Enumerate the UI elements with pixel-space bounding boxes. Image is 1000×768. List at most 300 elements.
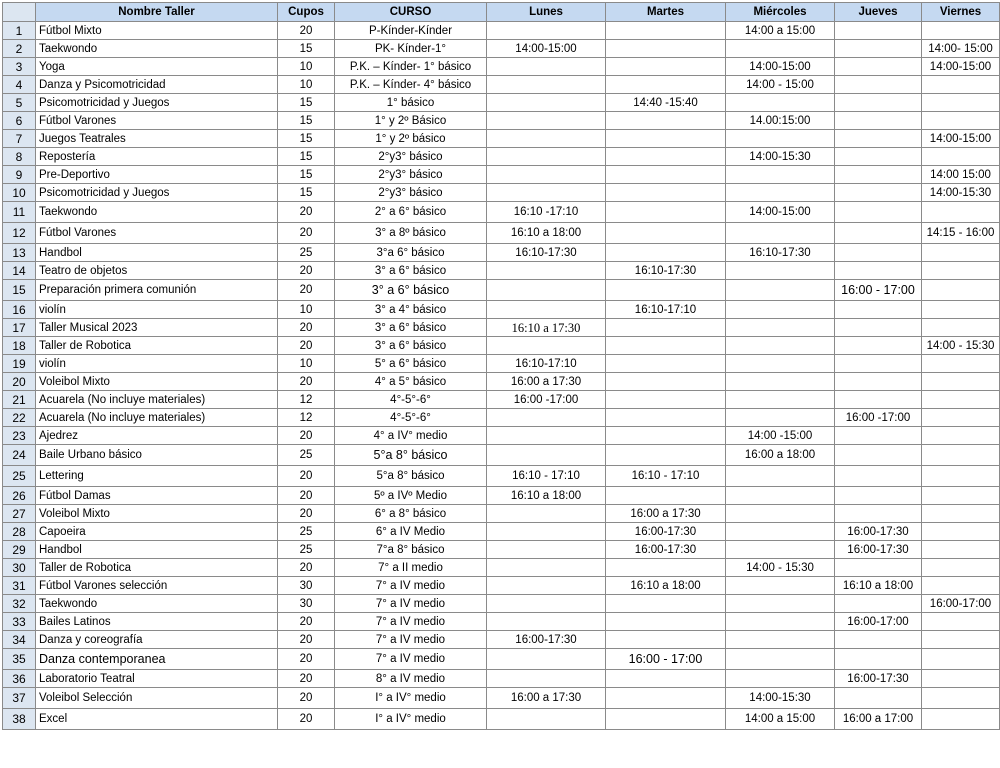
table-row: [3, 649, 1000, 670]
workshop-name: Voleibol Selección: [36, 688, 278, 709]
header-martes: Martes: [606, 3, 726, 22]
curso-cell: 3° a 4° básico: [335, 301, 487, 319]
miercoles-cell: [726, 577, 835, 595]
miercoles-cell: [726, 301, 835, 319]
cupos-cell: 20: [278, 631, 335, 649]
martes-cell: [606, 409, 726, 427]
lunes-cell: 16:10 - 17:10: [487, 466, 606, 487]
viernes-cell: 14:00 15:00: [922, 166, 1000, 184]
martes-cell: [606, 319, 726, 337]
lunes-cell: [487, 541, 606, 559]
miercoles-cell: 14:00-15:30: [726, 148, 835, 166]
table-row: [3, 466, 1000, 487]
viernes-cell: [922, 94, 1000, 112]
miercoles-cell: [726, 184, 835, 202]
row-number: 10: [3, 184, 36, 202]
row-number: 28: [3, 523, 36, 541]
jueves-cell: [835, 559, 922, 577]
cupos-cell: 20: [278, 559, 335, 577]
row-number: 31: [3, 577, 36, 595]
curso-cell: 1° básico: [335, 94, 487, 112]
row-number: 21: [3, 391, 36, 409]
curso-cell: 8° a IV medio: [335, 670, 487, 688]
miercoles-cell: [726, 262, 835, 280]
row-number: 17: [3, 319, 36, 337]
jueves-cell: 16:00 a 17:00: [835, 709, 922, 730]
row-number: 33: [3, 613, 36, 631]
workshop-name: Lettering: [36, 466, 278, 487]
workshop-name: violín: [36, 301, 278, 319]
row-number: 19: [3, 355, 36, 373]
lunes-cell: [487, 184, 606, 202]
viernes-cell: [922, 262, 1000, 280]
cupos-cell: 10: [278, 301, 335, 319]
cupos-cell: 15: [278, 112, 335, 130]
miercoles-cell: 16:10-17:30: [726, 244, 835, 262]
miercoles-cell: 14:00-15:00: [726, 202, 835, 223]
martes-cell: 16:00 - 17:00: [606, 649, 726, 670]
jueves-cell: [835, 319, 922, 337]
workshop-name: Taller de Robotica: [36, 559, 278, 577]
table-row: [3, 244, 1000, 262]
jueves-cell: [835, 22, 922, 40]
jueves-cell: [835, 301, 922, 319]
lunes-cell: [487, 337, 606, 355]
viernes-cell: 14:00-15:30: [922, 184, 1000, 202]
cupos-cell: 30: [278, 577, 335, 595]
workshop-name: Baile Urbano básico: [36, 445, 278, 466]
table-row: [3, 337, 1000, 355]
row-number: 35: [3, 649, 36, 670]
curso-cell: 3° a 6° básico: [335, 337, 487, 355]
miercoles-cell: [726, 505, 835, 523]
workshop-name: Taekwondo: [36, 595, 278, 613]
row-number: 37: [3, 688, 36, 709]
martes-cell: [606, 223, 726, 244]
table-row: [3, 58, 1000, 76]
viernes-cell: 14:00- 15:00: [922, 40, 1000, 58]
table-row: [3, 541, 1000, 559]
miercoles-cell: [726, 523, 835, 541]
curso-cell: 1° y 2º Básico: [335, 112, 487, 130]
lunes-cell: [487, 166, 606, 184]
workshop-name: Repostería: [36, 148, 278, 166]
martes-cell: 16:10 - 17:10: [606, 466, 726, 487]
jueves-cell: [835, 505, 922, 523]
miercoles-cell: 16:00 a 18:00: [726, 445, 835, 466]
martes-cell: [606, 487, 726, 505]
lunes-cell: 16:10-17:10: [487, 355, 606, 373]
workshop-name: Danza y coreografía: [36, 631, 278, 649]
table-row: [3, 409, 1000, 427]
viernes-cell: [922, 391, 1000, 409]
table-row: [3, 40, 1000, 58]
workshop-name: Capoeira: [36, 523, 278, 541]
workshop-name: Psicomotricidad y Juegos: [36, 184, 278, 202]
jueves-cell: 16:00-17:30: [835, 523, 922, 541]
martes-cell: [606, 22, 726, 40]
workshop-name: Danza contemporanea: [36, 649, 278, 670]
table-row: [3, 487, 1000, 505]
miercoles-cell: 14:00 - 15:30: [726, 559, 835, 577]
viernes-cell: [922, 22, 1000, 40]
table-row: [3, 76, 1000, 94]
jueves-cell: 16:10 a 18:00: [835, 577, 922, 595]
jueves-cell: 16:00-17:30: [835, 670, 922, 688]
row-number: 9: [3, 166, 36, 184]
workshop-name: Ajedrez: [36, 427, 278, 445]
header-nombre-taller: Nombre Taller: [36, 3, 278, 22]
curso-cell: 7° a IV medio: [335, 613, 487, 631]
row-number: 32: [3, 595, 36, 613]
jueves-cell: [835, 166, 922, 184]
lunes-cell: [487, 94, 606, 112]
cupos-cell: 15: [278, 130, 335, 148]
header-curso: CURSO: [335, 3, 487, 22]
table-row: [3, 523, 1000, 541]
curso-cell: 3° a 6° básico: [335, 280, 487, 301]
viernes-cell: 14:00-15:00: [922, 58, 1000, 76]
table-row: [3, 262, 1000, 280]
workshop-name: Fútbol Varones: [36, 112, 278, 130]
miercoles-cell: [726, 280, 835, 301]
lunes-cell: [487, 409, 606, 427]
martes-cell: [606, 280, 726, 301]
cupos-cell: 20: [278, 709, 335, 730]
martes-cell: [606, 670, 726, 688]
workshop-name: Taekwondo: [36, 202, 278, 223]
lunes-cell: 16:00 a 17:30: [487, 688, 606, 709]
lunes-cell: 16:10 a 18:00: [487, 487, 606, 505]
viernes-cell: [922, 559, 1000, 577]
cupos-cell: 15: [278, 148, 335, 166]
jueves-cell: [835, 244, 922, 262]
cupos-cell: 15: [278, 40, 335, 58]
miercoles-cell: [726, 466, 835, 487]
miercoles-cell: [726, 541, 835, 559]
row-number: 20: [3, 373, 36, 391]
table-row: [3, 223, 1000, 244]
lunes-cell: [487, 427, 606, 445]
workshop-name: Fútbol Varones: [36, 223, 278, 244]
curso-cell: I° a IV° medio: [335, 709, 487, 730]
miercoles-cell: [726, 487, 835, 505]
viernes-cell: [922, 373, 1000, 391]
curso-cell: 2°y3° básico: [335, 184, 487, 202]
martes-cell: [606, 391, 726, 409]
jueves-cell: [835, 148, 922, 166]
lunes-cell: 16:10 a 18:00: [487, 223, 606, 244]
table-row: [3, 688, 1000, 709]
workshop-name: Pre-Deportivo: [36, 166, 278, 184]
cupos-cell: 20: [278, 202, 335, 223]
cupos-cell: 20: [278, 670, 335, 688]
viernes-cell: [922, 631, 1000, 649]
curso-cell: 4° a 5° básico: [335, 373, 487, 391]
workshop-name: Fútbol Damas: [36, 487, 278, 505]
table-row: [3, 319, 1000, 337]
cupos-cell: 20: [278, 487, 335, 505]
curso-cell: 4°-5°-6°: [335, 409, 487, 427]
table-row: [3, 595, 1000, 613]
martes-cell: [606, 559, 726, 577]
row-number: 11: [3, 202, 36, 223]
cupos-cell: 15: [278, 166, 335, 184]
cupos-cell: 20: [278, 223, 335, 244]
viernes-cell: [922, 202, 1000, 223]
curso-cell: 7° a IV medio: [335, 577, 487, 595]
cupos-cell: 25: [278, 541, 335, 559]
row-number: 27: [3, 505, 36, 523]
miercoles-cell: [726, 40, 835, 58]
viernes-cell: 14:00-15:00: [922, 130, 1000, 148]
row-number: 15: [3, 280, 36, 301]
curso-cell: 7°a 8° básico: [335, 541, 487, 559]
cupos-cell: 20: [278, 466, 335, 487]
jueves-cell: [835, 40, 922, 58]
lunes-cell: [487, 280, 606, 301]
curso-cell: P-Kínder-Kínder: [335, 22, 487, 40]
viernes-cell: [922, 505, 1000, 523]
viernes-cell: [922, 487, 1000, 505]
row-number: 25: [3, 466, 36, 487]
viernes-cell: [922, 355, 1000, 373]
curso-cell: 4° a IV° medio: [335, 427, 487, 445]
martes-cell: [606, 58, 726, 76]
row-number: 1: [3, 22, 36, 40]
table-row: [3, 709, 1000, 730]
cupos-cell: 10: [278, 76, 335, 94]
header-corner: [3, 3, 36, 22]
jueves-cell: [835, 262, 922, 280]
jueves-cell: [835, 445, 922, 466]
curso-cell: 2° a 6° básico: [335, 202, 487, 223]
jueves-cell: [835, 391, 922, 409]
jueves-cell: 16:00-17:00: [835, 613, 922, 631]
jueves-cell: [835, 427, 922, 445]
curso-cell: 3°a 6° básico: [335, 244, 487, 262]
jueves-cell: [835, 130, 922, 148]
lunes-cell: [487, 709, 606, 730]
jueves-cell: [835, 649, 922, 670]
cupos-cell: 20: [278, 505, 335, 523]
lunes-cell: 16:10 -17:10: [487, 202, 606, 223]
curso-cell: 7° a II medio: [335, 559, 487, 577]
table-row: [3, 22, 1000, 40]
martes-cell: 16:00-17:30: [606, 541, 726, 559]
row-number: 29: [3, 541, 36, 559]
viernes-cell: [922, 688, 1000, 709]
row-number: 5: [3, 94, 36, 112]
lunes-cell: [487, 58, 606, 76]
lunes-cell: [487, 76, 606, 94]
workshop-name: Fútbol Varones selección: [36, 577, 278, 595]
row-number: 6: [3, 112, 36, 130]
workshop-name: Bailes Latinos: [36, 613, 278, 631]
table-row: [3, 373, 1000, 391]
martes-cell: 16:10-17:30: [606, 262, 726, 280]
jueves-cell: [835, 595, 922, 613]
curso-cell: 5° a 6° básico: [335, 355, 487, 373]
viernes-cell: 14:00 - 15:30: [922, 337, 1000, 355]
cupos-cell: 25: [278, 523, 335, 541]
workshop-name: Laboratorio Teatral: [36, 670, 278, 688]
curso-cell: 4°-5°-6°: [335, 391, 487, 409]
miercoles-cell: [726, 649, 835, 670]
viernes-cell: 16:00-17:00: [922, 595, 1000, 613]
lunes-cell: [487, 112, 606, 130]
row-number: 23: [3, 427, 36, 445]
table-row: [3, 130, 1000, 148]
workshop-schedule-table: [2, 2, 1000, 730]
curso-cell: 5°a 8° básico: [335, 445, 487, 466]
viernes-cell: [922, 523, 1000, 541]
curso-cell: 7° a IV medio: [335, 595, 487, 613]
row-number: 13: [3, 244, 36, 262]
martes-cell: [606, 631, 726, 649]
row-number: 4: [3, 76, 36, 94]
miercoles-cell: [726, 670, 835, 688]
lunes-cell: [487, 670, 606, 688]
row-number: 14: [3, 262, 36, 280]
miercoles-cell: [726, 391, 835, 409]
row-number: 3: [3, 58, 36, 76]
martes-cell: [606, 355, 726, 373]
miercoles-cell: [726, 319, 835, 337]
workshop-name: Taller Musical 2023: [36, 319, 278, 337]
jueves-cell: 16:00 - 17:00: [835, 280, 922, 301]
viernes-cell: [922, 613, 1000, 631]
viernes-cell: [922, 445, 1000, 466]
cupos-cell: 20: [278, 373, 335, 391]
lunes-cell: 16:00 -17:00: [487, 391, 606, 409]
curso-cell: 1° y 2º básico: [335, 130, 487, 148]
row-number: 26: [3, 487, 36, 505]
jueves-cell: [835, 373, 922, 391]
cupos-cell: 30: [278, 595, 335, 613]
table-row: [3, 280, 1000, 301]
lunes-cell: [487, 595, 606, 613]
miercoles-cell: 14:00-15:00: [726, 58, 835, 76]
cupos-cell: 20: [278, 649, 335, 670]
workshop-name: Taekwondo: [36, 40, 278, 58]
miercoles-cell: 14.00:15:00: [726, 112, 835, 130]
curso-cell: 5°a 8° básico: [335, 466, 487, 487]
curso-cell: 3° a 6° básico: [335, 319, 487, 337]
header-miercoles: Miércoles: [726, 3, 835, 22]
lunes-cell: 16:00 a 17:30: [487, 373, 606, 391]
workshop-name: Fútbol Mixto: [36, 22, 278, 40]
row-number: 30: [3, 559, 36, 577]
workshop-name: Yoga: [36, 58, 278, 76]
cupos-cell: 20: [278, 613, 335, 631]
miercoles-cell: 14:00 -15:00: [726, 427, 835, 445]
martes-cell: [606, 148, 726, 166]
curso-cell: P.K. – Kínder- 1° básico: [335, 58, 487, 76]
jueves-cell: [835, 466, 922, 487]
jueves-cell: [835, 184, 922, 202]
lunes-cell: [487, 22, 606, 40]
row-number: 16: [3, 301, 36, 319]
martes-cell: [606, 40, 726, 58]
table-row: [3, 670, 1000, 688]
martes-cell: [606, 445, 726, 466]
workshop-name: Danza y Psicomotricidad: [36, 76, 278, 94]
cupos-cell: 20: [278, 427, 335, 445]
miercoles-cell: [726, 409, 835, 427]
curso-cell: 3° a 8º básico: [335, 223, 487, 244]
workshop-name: Preparación primera comunión: [36, 280, 278, 301]
cupos-cell: 10: [278, 355, 335, 373]
table-row: [3, 391, 1000, 409]
workshop-name: Juegos Teatrales: [36, 130, 278, 148]
martes-cell: [606, 613, 726, 631]
lunes-cell: [487, 577, 606, 595]
cupos-cell: 15: [278, 184, 335, 202]
lunes-cell: [487, 445, 606, 466]
lunes-cell: [487, 559, 606, 577]
cupos-cell: 15: [278, 94, 335, 112]
lunes-cell: [487, 301, 606, 319]
cupos-cell: 25: [278, 244, 335, 262]
lunes-cell: 16:00-17:30: [487, 631, 606, 649]
lunes-cell: [487, 148, 606, 166]
row-number: 7: [3, 130, 36, 148]
cupos-cell: 12: [278, 391, 335, 409]
workshop-name: Handbol: [36, 244, 278, 262]
viernes-cell: [922, 409, 1000, 427]
cupos-cell: 20: [278, 262, 335, 280]
workshop-name: violín: [36, 355, 278, 373]
viernes-cell: 14:15 - 16:00: [922, 223, 1000, 244]
jueves-cell: [835, 355, 922, 373]
table-row: [3, 427, 1000, 445]
martes-cell: 14:40 -15:40: [606, 94, 726, 112]
martes-cell: [606, 427, 726, 445]
table-row: [3, 112, 1000, 130]
table-row: [3, 577, 1000, 595]
curso-cell: 6° a 8° básico: [335, 505, 487, 523]
miercoles-cell: [726, 595, 835, 613]
cupos-cell: 20: [278, 280, 335, 301]
viernes-cell: [922, 301, 1000, 319]
viernes-cell: [922, 244, 1000, 262]
workshop-name: Voleibol Mixto: [36, 373, 278, 391]
workshop-name: Psicomotricidad y Juegos: [36, 94, 278, 112]
miercoles-cell: [726, 223, 835, 244]
viernes-cell: [922, 148, 1000, 166]
martes-cell: 16:10-17:10: [606, 301, 726, 319]
miercoles-cell: 14:00 a 15:00: [726, 22, 835, 40]
row-number: 12: [3, 223, 36, 244]
martes-cell: [606, 130, 726, 148]
table-row: [3, 148, 1000, 166]
martes-cell: [606, 76, 726, 94]
row-number: 34: [3, 631, 36, 649]
miercoles-cell: [726, 94, 835, 112]
viernes-cell: [922, 76, 1000, 94]
table-row: [3, 301, 1000, 319]
cupos-cell: 20: [278, 319, 335, 337]
viernes-cell: [922, 319, 1000, 337]
curso-cell: PK- Kínder-1°: [335, 40, 487, 58]
martes-cell: [606, 709, 726, 730]
curso-cell: 2°y3° básico: [335, 148, 487, 166]
lunes-cell: [487, 505, 606, 523]
row-number: 24: [3, 445, 36, 466]
lunes-cell: [487, 649, 606, 670]
row-number: 38: [3, 709, 36, 730]
